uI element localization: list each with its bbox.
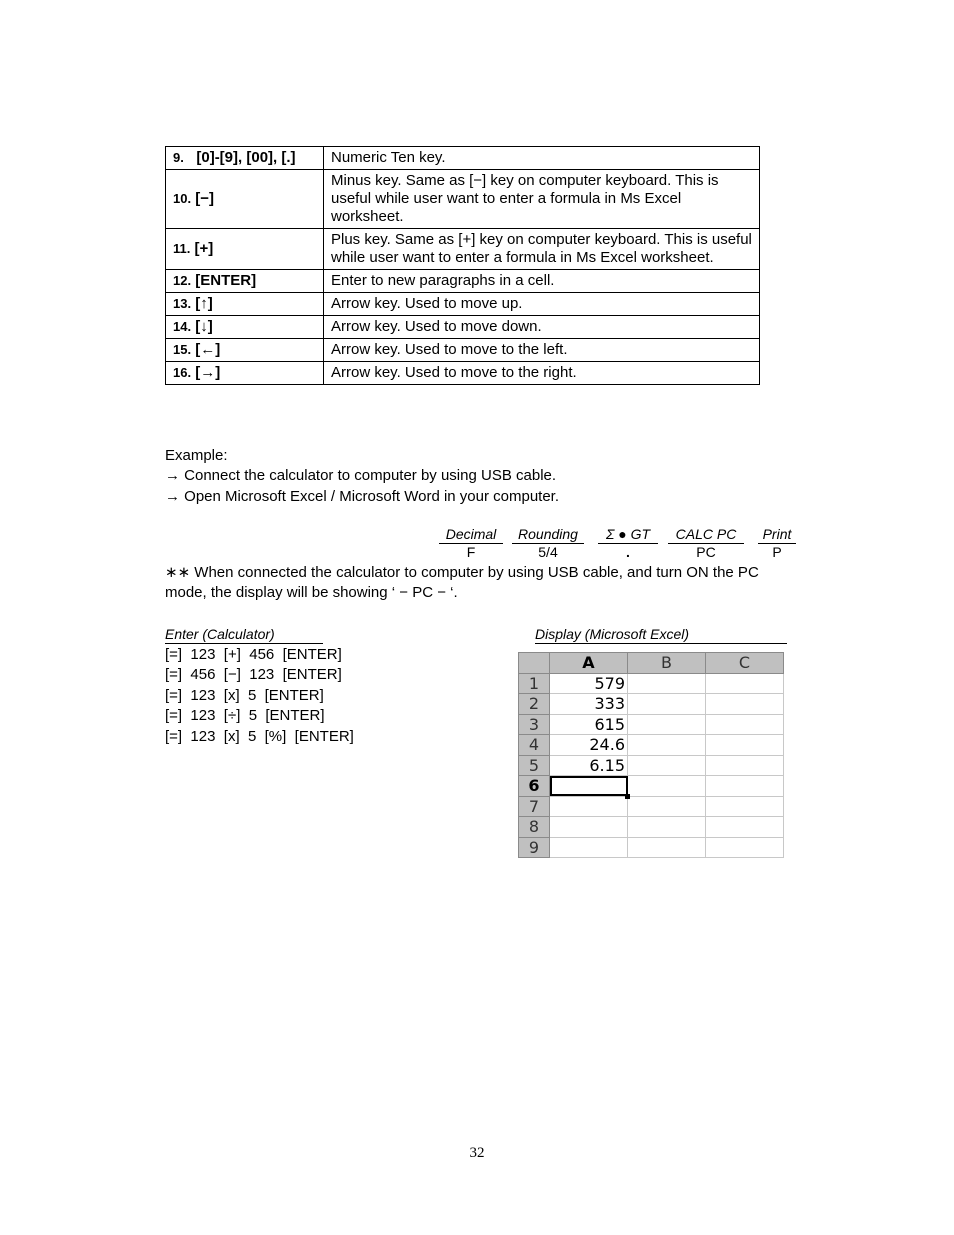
excel-cell-value: 579: [594, 673, 625, 693]
key-row: [166, 293, 760, 316]
key-number: 12.: [173, 273, 192, 288]
key-name-cell: [166, 147, 324, 170]
excel-cell-c: [706, 755, 784, 776]
excel-cell-a: [550, 694, 628, 715]
excel-row-header: 2: [519, 694, 550, 715]
excel-cell-b: [628, 796, 706, 817]
excel-cell-a: [550, 837, 628, 858]
key-description: Minus key. Same as [−] key on computer keyboard. This is useful while user want to enter a formula in Ms Excel worksheet.: [324, 170, 760, 229]
excel-cell-c: [706, 796, 784, 817]
example-step-2: → Open Microsoft Excel / Microsoft Word in your computer.: [165, 488, 560, 505]
excel-cell-b: [628, 837, 706, 858]
entry-line-3: [=] 123 [x] 5 [ENTER]: [165, 687, 324, 704]
key-description: Plus key. Same as [+] key on computer keyboard. This is useful while user want to enter a formula in Ms Excel worksheet.: [324, 229, 760, 270]
excel-cell-c: [706, 837, 784, 858]
page-number: 32: [469, 1145, 485, 1161]
excel-row-header: 5: [519, 755, 550, 776]
enter-header: Enter (Calculator): [165, 626, 323, 644]
key-row: [166, 270, 760, 293]
entry-line-1: [=] 123 [+] 456 [ENTER]: [165, 646, 342, 663]
excel-row-header: 3: [519, 714, 550, 735]
excel-column-header-a: A: [550, 653, 628, 674]
example-step-1: → Connect the calculator to computer by using USB cable.: [165, 467, 557, 484]
excel-grid-screenshot: [518, 652, 788, 862]
excel-cell-c: [706, 776, 784, 797]
switch-gt-label: Σ ● GT: [598, 526, 658, 544]
key-row: [166, 147, 760, 170]
excel-row: [519, 776, 784, 797]
excel-cell-a: [550, 714, 628, 735]
entry-line-5: [=] 123 [x] 5 [%] [ENTER]: [165, 728, 354, 745]
key-name-cell: [166, 339, 324, 362]
excel-cell-c: [706, 673, 784, 694]
excel-cell-b: [628, 776, 706, 797]
excel-row: [519, 714, 784, 735]
excel-active-cell: [550, 776, 628, 797]
key-function-table: [165, 146, 760, 385]
excel-cell-value: 615: [594, 714, 625, 734]
key-name-cell: [166, 270, 324, 293]
excel-row: [519, 796, 784, 817]
switch-gt-setting: .: [626, 544, 630, 560]
switch-decimal-setting: F: [466, 544, 476, 560]
excel-cell-a: [550, 673, 628, 694]
key-row: [166, 362, 760, 385]
key-name-cell: [166, 229, 324, 270]
excel-cell-b: [628, 755, 706, 776]
key-label: [0]-[9], [00], [.]: [196, 149, 296, 166]
switch-calc-pc-label: CALC PC: [668, 526, 744, 544]
key-row: [166, 229, 760, 270]
excel-cell-b: [628, 817, 706, 838]
excel-row: [519, 673, 784, 694]
switch-rounding: [512, 526, 584, 560]
excel-cell-c: [706, 735, 784, 756]
excel-cell-b: [628, 694, 706, 715]
key-label: [−]: [195, 190, 214, 207]
switch-rounding-label: Rounding: [512, 526, 584, 544]
excel-row: [519, 837, 784, 858]
switch-calc-pc: [668, 526, 744, 560]
switch-gt: [598, 526, 658, 560]
excel-column-header-b: B: [628, 653, 706, 674]
entry-line-4: [=] 123 [÷] 5 [ENTER]: [165, 707, 325, 724]
key-name-cell: [166, 362, 324, 385]
display-header: Display (Microsoft Excel): [535, 626, 787, 644]
excel-cell-value: 24.6: [589, 735, 625, 755]
switch-print-setting: P: [772, 544, 782, 560]
key-number: 16.: [173, 365, 192, 380]
key-description: Arrow key. Used to move up.: [324, 293, 760, 316]
key-number: 15.: [173, 342, 192, 357]
key-name-cell: [166, 316, 324, 339]
key-description: Arrow key. Used to move down.: [324, 316, 760, 339]
excel-cell-value: 6.15: [589, 755, 625, 775]
excel-cell-a: [550, 735, 628, 756]
excel-cell-b: [628, 735, 706, 756]
excel-cell-value: 333: [594, 694, 625, 714]
key-label: [←]: [195, 341, 221, 358]
key-description: Arrow key. Used to move to the right.: [324, 362, 760, 385]
key-label: [+]: [194, 240, 214, 257]
excel-column-header-c: C: [706, 653, 784, 674]
excel-cell-c: [706, 817, 784, 838]
note-line-1: ∗∗ When connected the calculator to computer by using USB cable, and turn ON the PC: [165, 564, 759, 581]
excel-row-header: 7: [519, 796, 550, 817]
excel-row: [519, 735, 784, 756]
key-number: 14.: [173, 319, 192, 334]
excel-cell-b: [628, 673, 706, 694]
switch-calc-pc-setting: PC: [696, 544, 716, 560]
switch-decimal-label: Decimal: [439, 526, 503, 544]
excel-row: [519, 817, 784, 838]
excel-row-header: 8: [519, 817, 550, 838]
key-name-cell: [166, 293, 324, 316]
key-number: 13.: [173, 296, 192, 311]
key-number: 9.: [173, 150, 184, 165]
key-row: [166, 339, 760, 362]
switch-print: [758, 526, 796, 560]
excel-cell-b: [628, 714, 706, 735]
key-row: [166, 170, 760, 229]
excel-row-header: 4: [519, 735, 550, 756]
excel-row-header: 1: [519, 673, 550, 694]
key-label: [→]: [195, 364, 221, 381]
switch-print-label: Print: [758, 526, 796, 544]
key-number: 10.: [173, 191, 192, 206]
example-heading: Example:: [165, 447, 228, 464]
excel-row-header: 9: [519, 837, 550, 858]
key-description: Enter to new paragraphs in a cell.: [324, 270, 760, 293]
key-number: 11.: [173, 241, 191, 256]
switch-rounding-setting: 5/4: [538, 544, 558, 560]
key-row: [166, 316, 760, 339]
excel-row: [519, 755, 784, 776]
key-name-cell: [166, 170, 324, 229]
note-line-2: mode, the display will be showing ‘ − PC − ‘.: [165, 584, 458, 601]
excel-cell-a: [550, 817, 628, 838]
key-label: [↓]: [195, 318, 213, 335]
excel-cell-c: [706, 694, 784, 715]
excel-cell-a: [550, 755, 628, 776]
key-description: Numeric Ten key.: [324, 147, 760, 170]
switch-decimal: [439, 526, 503, 560]
excel-row: [519, 694, 784, 715]
key-label: [ENTER]: [195, 272, 257, 289]
key-label: [↑]: [195, 295, 213, 312]
entry-line-2: [=] 456 [−] 123 [ENTER]: [165, 666, 342, 683]
excel-cell-a: [550, 796, 628, 817]
excel-cell-c: [706, 714, 784, 735]
key-description: Arrow key. Used to move to the left.: [324, 339, 760, 362]
excel-row-header: 6: [519, 776, 550, 797]
excel-corner: [519, 653, 550, 674]
fill-handle-icon: [625, 794, 630, 799]
